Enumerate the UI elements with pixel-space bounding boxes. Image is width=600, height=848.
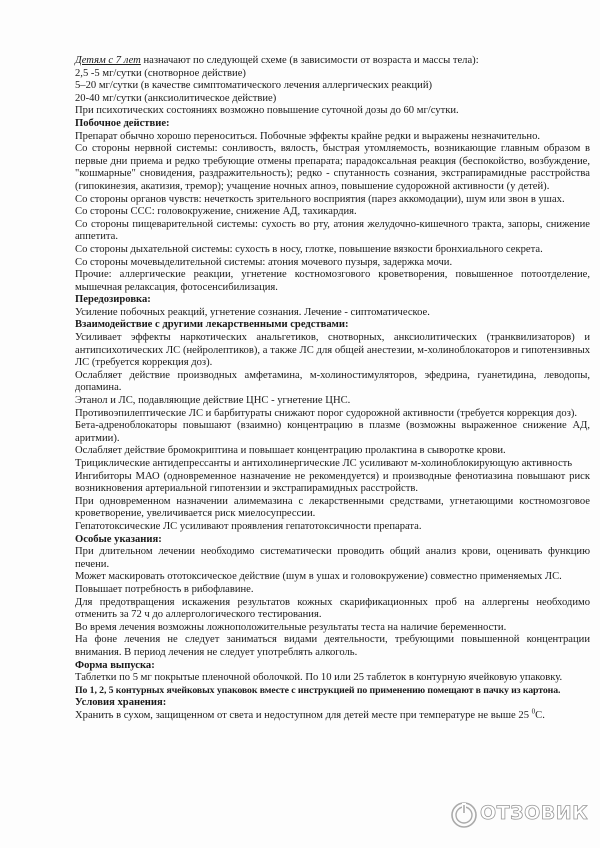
interactions-paragraph: Ослабляет действие производных амфетамина, м-холиностимуляторов, эфедрина, гуанетидина, леводопы, допамина.: [75, 369, 590, 394]
interactions-heading: Взаимодействие с другими лекарственными средствами:: [75, 319, 349, 331]
release-form-package-line: По 1, 2, 5 контурных ячейковых упаковок вместе с инструкцией по применению помещают в пачку из картона.: [75, 684, 561, 696]
interactions-paragraph: Ослабляет действие бромокриптина и повышает концентрацию пролактина в сыворотке крови.: [75, 445, 506, 457]
side-effects-paragraph: Препарат обычно хорошо переноситься. Побочные эффекты крайне редки и выражены незначительно.: [75, 130, 541, 142]
degree-mark: 0: [531, 707, 536, 716]
special-paragraph: Может маскировать ототоксическое действие (шум в ушах и головокружение) совместно применяемых ЛС.: [75, 571, 562, 583]
otzovik-watermark: [450, 798, 590, 832]
special-paragraph: На фоне лечения не следует заниматься видами деятельности, требующими повышенной концентрации внимания. В период лечения не следует употреблять алкоголь.: [75, 634, 590, 658]
interactions-paragraph: Противоэпилептические ЛС и барбитураты снижают порог судорожной активности (требуется коррекция доз).: [75, 407, 578, 419]
dosage-line: 2,5 -5 мг/сутки (снотворное действие): [75, 67, 246, 79]
side-effects-paragraph: Со стороны органов чувств: нечеткость зрительного восприятия (парез аккомодации), шум или звон в ушах.: [75, 193, 565, 205]
dosage-line: 20-40 мг/сутки (анксиолитическое действие): [75, 92, 277, 104]
children-label: Детям с 7 лет: [75, 55, 141, 66]
side-effects-paragraph: Со стороны нервной системы: сонливость, вялость, быстрая утомляемость, возникающие главным образом в первые дни приема и редко требующие отмены препарата; парадоксальная реакция (беспокойство, возбуждение, "кошмарные" сновидения, раздражительность); редко - спутанность сознания, экстрапирамидные расстройства (гипокинезия, акатизия, тремор); учащение ночных апноэ, повышение судорожной активности (у детей).: [75, 143, 590, 192]
side-effects-heading: Побочное действие:: [75, 117, 170, 129]
side-effects-paragraph: Прочие: аллергические реакции, угнетение костномозгового кроветворения, повышенное потоотделение, мышечная релаксация, фотосенсибилизация.: [75, 269, 590, 293]
children-text: назначают по следующей схеме (в зависимости от возраста и массы тела):: [140, 55, 479, 66]
temperature-unit: С.: [535, 709, 545, 721]
interactions-paragraph: Усиливает эффекты наркотических анальгетиков, снотворных, анксиолитических (транквилизаторов) и антипсихотических ЛС (нейролептиков), а также ЛС для общей анестезии, м-холиноблокаторов и гипотензивных ЛС (требуется коррекция доз).: [75, 332, 590, 369]
interactions-paragraph: При одновременном назначении алимемазина с лекарственными средствами, угнетающими костномозговое кроветворение, увеличивается риск миелосупрессии.: [75, 495, 590, 520]
special-paragraph: При длительном лечении необходимо систематически проводить общий анализ крови, оценивать функцию печени.: [75, 546, 590, 570]
interactions-paragraph: Трициклические антидепрессанты и антихолинергические ЛС усиливают м-холиноблокирующую активность: [75, 458, 573, 469]
special-paragraph: Повышает потребность в рибофлавине.: [75, 583, 254, 595]
watermark-text: ОТЗОВИК: [480, 802, 589, 824]
interactions-paragraph: Этанол и ЛС, подавляющие действие ЦНС - угнетение ЦНС.: [75, 395, 351, 407]
storage-heading: Условия хранения:: [75, 697, 167, 709]
storage-text-line: [75, 707, 590, 723]
power-icon: [450, 800, 478, 830]
side-effects-paragraph: Со стороны мочевыделительной системы: атония мочевого пузыря, задержка мочи.: [75, 256, 453, 268]
special-paragraph: Во время лечения возможны ложноположительные результаты теста на наличие беременности.: [75, 621, 507, 633]
release-form-line: Таблетки по 5 мг покрытые пленочной оболочкой. По 10 или 25 таблеток в контурную ячейковую упаковку.: [75, 672, 563, 684]
overdose-paragraph: Усиление побочных реакций, угнетение сознания. Лечение - сиптоматическое.: [75, 306, 430, 318]
dosage-children-line: [75, 55, 590, 68]
interactions-paragraph: Гепатотоксические ЛС усиливают проявления гепатотоксичности препарата.: [75, 520, 422, 532]
instruction-document: [75, 55, 590, 722]
interactions-paragraph: Бета-адреноблокаторы повышают (взаимно) концентрацию в плазме (возможны выраженное снижение АД, аритмии).: [75, 420, 590, 444]
overdose-heading: Передозировка:: [75, 294, 151, 306]
dosage-line: При психотических состояниях возможно повышение суточной дозы до 60 мг/сутки.: [75, 105, 459, 117]
dosage-line: 5–20 мг/сутки (в качестве симптоматического лечения аллергических реакций): [75, 80, 433, 92]
special-paragraph: Для предотвращения искажения результатов кожных скарификационных проб на аллергены необходимо отменить за 72 ч до аллергологического тестирования.: [75, 596, 590, 621]
interactions-paragraph: Ингибиторы МАО (одновременное назначение не рекомендуется) и производные фенотиазина повышают риск возникновения артериальной гипотензии и экстрапирамидных расстройств.: [75, 470, 590, 495]
special-heading: Особые указания:: [75, 533, 162, 545]
release-form-heading: Форма выпуска:: [75, 659, 155, 671]
side-effects-paragraph: Со стороны дыхательной системы: сухость в носу, глотке, повышение вязкости бронхиального секрета.: [75, 243, 543, 255]
side-effects-paragraph: Со стороны пищеварительной системы: сухость во рту, атония желудочно-кишечного тракта, запоры, снижение аппетита.: [75, 218, 590, 243]
side-effects-paragraph: Со стороны ССС: головокружение, снижение АД, тахикардия.: [75, 206, 357, 218]
storage-text: Хранить в сухом, защищенном от света и недоступном для детей месте при температуре не выше 25: [75, 709, 532, 721]
